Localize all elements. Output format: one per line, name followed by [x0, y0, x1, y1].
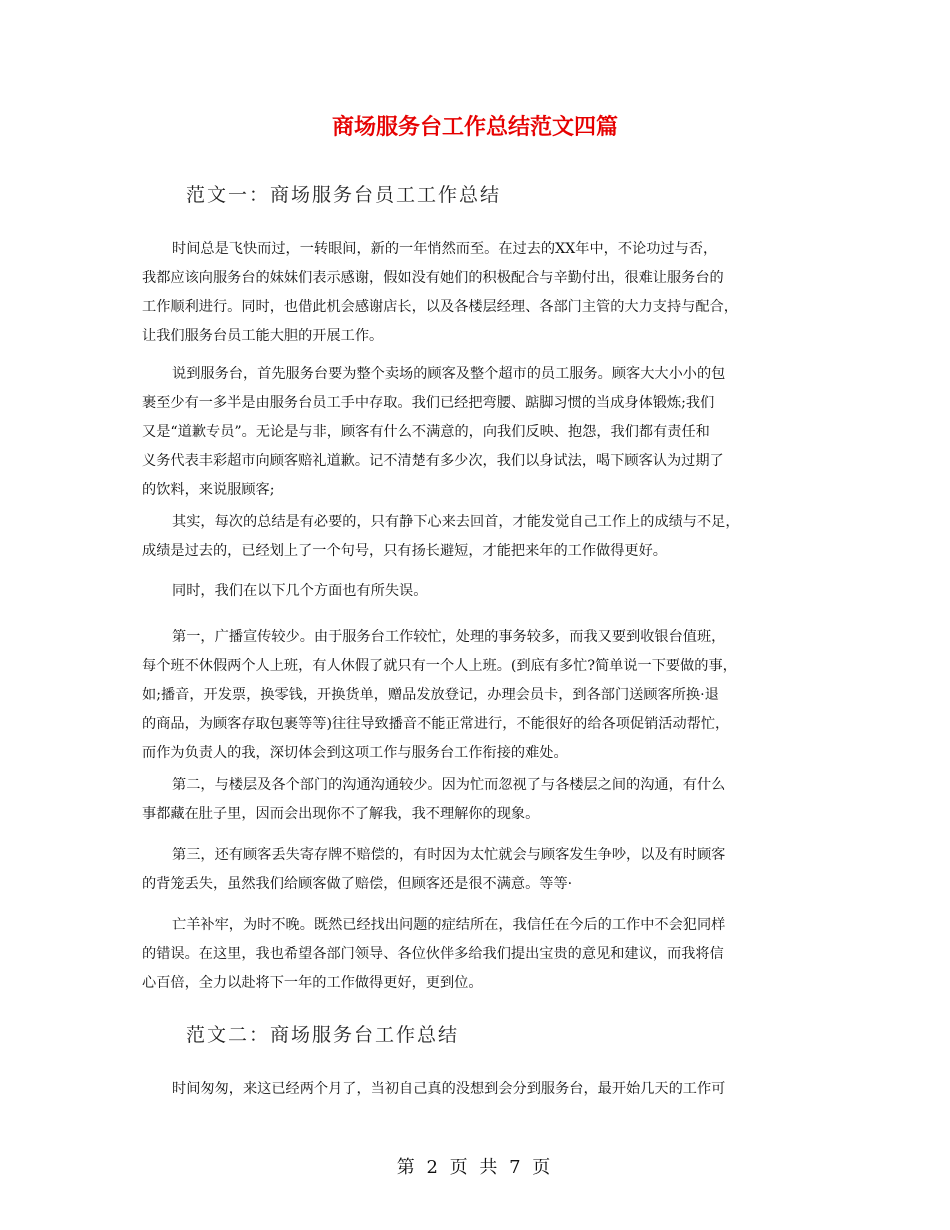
- text-line: 时间匆匆，来这已经两个月了，当初自己真的没想到会分到服务台，最开始几天的工作可: [172, 1081, 726, 1097]
- body-paragraph: [142, 577, 812, 606]
- text-line: 第二，与楼层及各个部门的沟通沟通较少。因为忙而忽视了与各楼层之间的沟通，有什么: [172, 777, 726, 793]
- text-line: 的错误。在这里，我也希望各部门领导、各位伙伴多给我们提出宝贵的意见和建议，而我将信: [142, 946, 724, 962]
- text-line: 事都藏在肚子里，因而会出现你不了解我，我不理解你的现象。: [142, 806, 540, 822]
- text-line: 的背笼丢失，虽然我们给顾客做了赔偿，但顾客还是很不满意。等等·: [142, 876, 573, 892]
- text-line: 如;播音，开发票，换零钱，开换货单，赠品发放登记，办理会员卡，到各部门送顾客所换·退: [142, 687, 719, 703]
- text-line: 义务代表丰彩超市向顾客赔礼道歉。记不清楚有多少次，我们以身试法，喝下顾客认为过期了: [142, 453, 724, 469]
- text-line: 成绩是过去的，已经划上了一个句号，只有扬长避短，才能把来年的工作做得更好。: [142, 543, 667, 559]
- text-line: 心百倍，全力以赴将下一年的工作做得更好，更到位。: [142, 975, 483, 991]
- body-paragraph: [142, 911, 812, 998]
- text-line: 裹至少有一多半是由服务台员工手中存取。我们已经把弯腰、踮脚习惯的当成身体锻炼;我们: [142, 395, 715, 411]
- text-line: 每个班不休假两个人上班，有人休假了就只有一个人上班。(到底有多忙?简单说一下要做的事，: [142, 658, 737, 674]
- text-line: 其实，每次的总结是有必要的，只有静下心来去回首，才能发觉自己工作上的成绩与不足，: [172, 514, 740, 530]
- text-line: 说到服务台，首先服务台要为整个卖场的顾客及整个超市的员工服务。顾客大大小小的包: [172, 366, 726, 382]
- body-paragraph: [142, 771, 812, 829]
- text-line: 我都应该向服务台的妹妹们表示感谢，假如没有她们的积极配合与辛勤付出，很难让服务台的: [142, 270, 724, 286]
- text-line: 工作顺利进行。同时，也借此机会感谢店长，以及各楼层经理、各部门主管的大力支持与配合，: [142, 299, 738, 315]
- text-line: 亡羊补牢，为时不晚。既然已经找出问题的症结所在，我信任在今后的工作中不会犯同样: [172, 917, 726, 933]
- body-paragraph: [142, 841, 812, 899]
- text-line: 第三，还有顾客丢失寄存牌不赔偿的，有时因为太忙就会与顾客发生争吵，以及有时顾客: [172, 847, 726, 863]
- body-paragraph: [142, 235, 812, 351]
- text-line: 的饮料，来说服顾客;: [142, 482, 275, 498]
- text-line: 让我们服务台员工能大胆的开展工作。: [142, 328, 384, 344]
- text-line: 第一，广播宣传较少。由于服务台工作较忙，处理的事务较多，而我又要到收银台值班，: [172, 629, 726, 645]
- body-paragraph: [142, 508, 812, 566]
- text-line: 而作为负责人的我，深切体会到这项工作与服务台工作衔接的难处。: [142, 745, 568, 761]
- text-line: 时间总是飞快而过，一转眼间，新的一年悄然而至。在过去的XX年中，不论功过与否，: [172, 241, 718, 257]
- document-title: 商场服务台工作总结范文四篇: [331, 115, 618, 140]
- section-heading-2: 范文二：商场服务台工作总结: [186, 1024, 460, 1046]
- body-paragraph: [142, 360, 812, 505]
- text-line: 的商品，为顾客存取包裹等等)往往导致播音不能正常进行，不能很好的给各项促销活动帮忙，: [142, 716, 730, 732]
- text-line: 又是“道歉专员”。无论是与非，顾客有什么不满意的，向我们反映、抱怨，我们都有责任和: [142, 424, 710, 440]
- section-heading-1: 范文一：商场服务台员工工作总结: [186, 184, 502, 206]
- text-line: 同时，我们在以下几个方面也有所失误。: [172, 583, 428, 599]
- page-footer: 第 2 页 共 7 页: [396, 1157, 554, 1178]
- body-paragraph: [142, 623, 812, 768]
- body-paragraph: [142, 1075, 812, 1104]
